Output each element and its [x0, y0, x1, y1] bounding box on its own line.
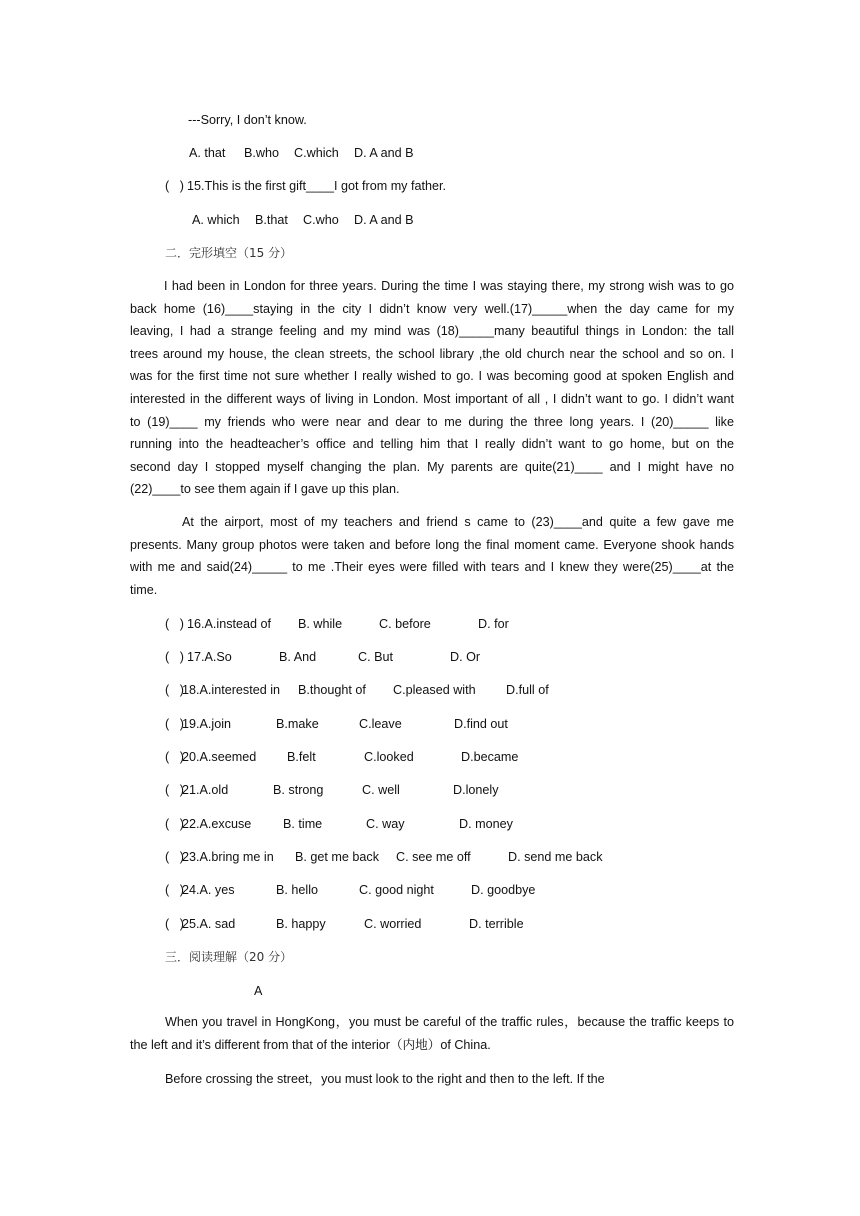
answer-bracket: ( ) — [165, 783, 184, 797]
reading-p1-line: the left and it’s different from that of the interior（内地）of China. — [130, 1037, 491, 1052]
option-d: D.became — [461, 750, 519, 764]
q14-option-c: C.which — [294, 146, 339, 160]
cloze-p1-line: interested in the different ways of living in London. Most important of all , I didn’t want to go. I didn’t want — [130, 391, 734, 406]
cloze-p1-line: back home (16)____staying in the city I didn’t know very well.(17)_____when the day came for my — [130, 301, 734, 316]
question-row — [165, 882, 585, 898]
option-d: D. for — [478, 617, 509, 631]
question-row — [165, 649, 585, 665]
option-c: C. But — [358, 650, 393, 664]
option-b: B.thought of — [298, 683, 366, 697]
cloze-p2-line: time. — [130, 582, 158, 597]
cloze-p2-line: with me and said(24)_____ to me .Their eyes were filled with tears and I knew they were(25)____at the — [130, 560, 734, 575]
option-d: D. terrible — [469, 917, 524, 931]
option-c: C. see me off — [396, 850, 471, 864]
answer-bracket: ( ) — [165, 750, 184, 764]
q15-option-b: B.that — [255, 213, 288, 227]
cloze-p1-line: leaving, I had a strange feeling and my mind was (18)_____many beautiful things in London: the tall — [130, 324, 734, 339]
option-a: 16.A.instead of — [187, 617, 272, 631]
question-row — [165, 716, 585, 732]
answer-bracket: ( ) — [165, 850, 184, 864]
answer-bracket: ( ) — [165, 817, 184, 831]
cloze-p1-line: (22)____to see them again if I gave up this plan. — [130, 482, 400, 497]
option-a: 25.A. sad — [182, 917, 236, 931]
cloze-p1-line: was for the first time not sure whether I really wished to go. I was becoming good at spoken English and — [130, 369, 734, 384]
answer-bracket: ( ) — [165, 717, 184, 731]
dialogue-reply: ---Sorry, I don’t know. — [188, 113, 307, 127]
q15-option-a: A. which — [192, 213, 240, 227]
option-c: C. well — [362, 783, 400, 797]
q15-options — [192, 212, 452, 228]
q15-row — [165, 178, 565, 194]
option-c: C.looked — [364, 750, 414, 764]
option-d: D. goodbye — [471, 883, 536, 897]
option-b: B. happy — [276, 917, 326, 931]
option-c: C.leave — [359, 717, 402, 731]
q14-option-a: A. that — [189, 146, 226, 160]
cloze-paragraph-2 — [130, 511, 734, 601]
option-a: 18.A.interested in — [182, 683, 281, 697]
option-c: C. before — [379, 617, 431, 631]
option-d: D.lonely — [453, 783, 499, 797]
q14-option-d: D. A and B — [354, 146, 414, 160]
option-c: C. good night — [359, 883, 434, 897]
question-row — [165, 616, 585, 632]
option-b: B.felt — [287, 750, 316, 764]
cloze-p2-line: presents. Many group photos were taken and before long the final moment came. Everyone shook hands — [130, 537, 734, 552]
q15-option-c: C.who — [303, 213, 339, 227]
cloze-p2-line: At the airport, most of my teachers and friend s came to (23)____and quite a few gave me — [182, 515, 734, 529]
q14-options — [189, 145, 449, 161]
option-b: B. while — [298, 617, 343, 631]
question-row — [165, 916, 585, 932]
question-row — [165, 849, 625, 865]
cloze-p1-line: second day I stopped myself changing the plan. My parents are quite(21)____ and I might have no — [130, 459, 734, 474]
reading-paragraph-2: Before crossing the street，you must look to the right and then to the left. If the — [165, 1072, 605, 1086]
option-a: 24.A. yes — [182, 883, 235, 897]
question-row — [165, 682, 585, 698]
answer-bracket: ( ) — [165, 883, 184, 897]
q15-option-d: D. A and B — [354, 213, 414, 227]
option-b: B.make — [276, 717, 319, 731]
cloze-p1-line: trees around my house, the clean streets, the school library ,the old church near the school and so on. I — [130, 346, 734, 361]
q14-option-b: B.who — [244, 146, 280, 160]
option-d: D. send me back — [508, 850, 603, 864]
q15-question: 15.This is the first gift____I got from my father. — [187, 179, 446, 193]
question-row — [165, 749, 585, 765]
option-b: B. And — [279, 650, 317, 664]
option-d: D.find out — [454, 717, 508, 731]
option-d: D. money — [459, 817, 513, 831]
cloze-p1-line: I had been in London for three years. During the time I was staying there, my strong wish was to go — [164, 279, 734, 293]
answer-bracket: ( ) — [165, 683, 184, 697]
option-c: C. worried — [364, 917, 422, 931]
option-b: B. get me back — [295, 850, 379, 864]
passage-label: A — [254, 984, 263, 998]
option-a: 21.A.old — [182, 783, 229, 797]
cloze-p1-line: to (19)____ my friends who were near and dear to me during the three long years. I (20)_____ like — [130, 414, 734, 429]
option-a: 23.A.bring me in — [182, 850, 274, 864]
option-a: 19.A.join — [182, 717, 232, 731]
option-d: D. Or — [450, 650, 481, 664]
option-a: 20.A.seemed — [182, 750, 257, 764]
option-b: B. time — [283, 817, 323, 831]
option-a: 22.A.excuse — [182, 817, 252, 831]
answer-bracket: ( ) — [165, 617, 184, 631]
section-heading-cloze: 二．完形填空（15 分） — [165, 246, 293, 260]
answer-bracket: ( ) — [165, 917, 184, 931]
answer-bracket: ( ) — [165, 650, 184, 664]
q15-answer-bracket: ( ) — [165, 179, 184, 193]
question-row — [165, 782, 585, 798]
cloze-paragraph-1 — [130, 275, 734, 501]
option-c: C. way — [366, 817, 405, 831]
reading-p1-line: When you travel in HongKong，you must be careful of the traffic rules，because the traffic keeps to — [165, 1015, 734, 1029]
question-row — [165, 816, 585, 832]
option-d: D.full of — [506, 683, 549, 697]
option-b: B. strong — [273, 783, 324, 797]
option-c: C.pleased with — [393, 683, 476, 697]
option-a: 17.A.So — [187, 650, 232, 664]
section-heading-reading: 三．阅读理解（20 分） — [165, 950, 293, 964]
option-b: B. hello — [276, 883, 319, 897]
reading-paragraph-1 — [130, 1011, 734, 1056]
cloze-p1-line: running into the headteacher’s office and telling him that I really didn’t want to go home, but on the — [130, 437, 734, 452]
